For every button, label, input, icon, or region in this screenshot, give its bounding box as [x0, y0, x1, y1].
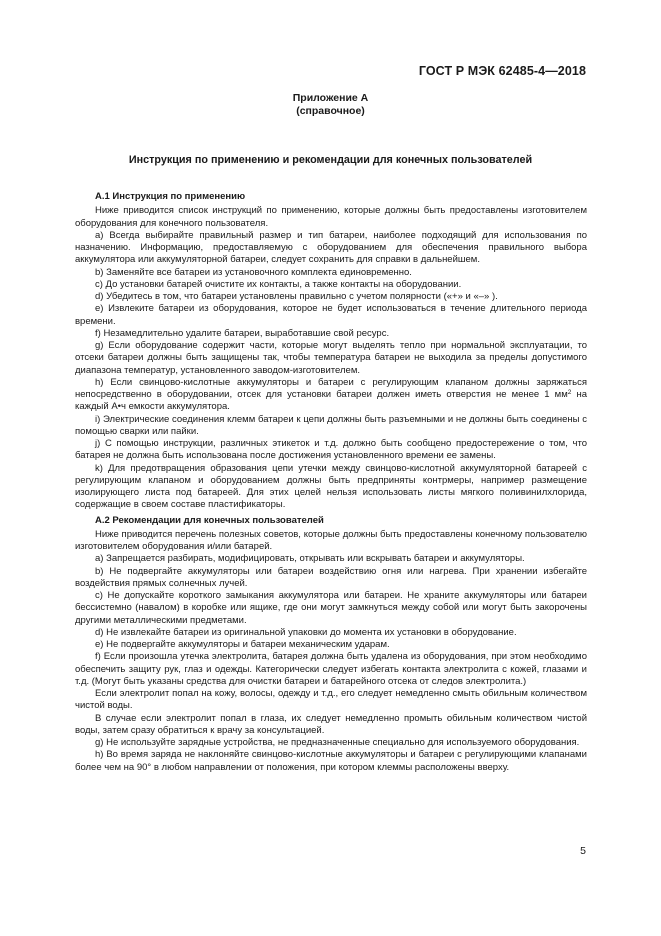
page-number: 5 [580, 845, 586, 857]
paragraph: Если электролит попал на кожу, волосы, одежду и т.д., его следует немедленно смыть обильным количеством чистой воды. [75, 688, 587, 712]
list-item [75, 377, 587, 414]
document-title: Инструкция по применению и рекомендации для конечных пользователей [128, 154, 533, 166]
list-item: g) Не используйте зарядные устройства, не предназначенные специально для используемого оборудования. [95, 737, 580, 748]
list-item: h) Во время заряда не наклоняйте свинцово-кислотные аккумуляторы и батареи с регулирующими клапанами более чем на 90° в любом направлении от положения, при котором клеммы расположены вверху. [75, 749, 587, 773]
list-item: b) Не подвергайте аккумуляторы или батареи воздействию огня или нагрева. При хранении избегайте воздействия прямых солнечных лучей. [75, 565, 587, 589]
annex-title: Приложение А [292, 92, 369, 104]
paragraph: В случае если электролит попал в глаза, их следует немедленно промыть обильным количеством чистой воды, затем сразу обратиться к врачу за консультацией. [75, 712, 587, 736]
standard-code: ГОСТ Р МЭК 62485-4—2018 [418, 64, 586, 78]
list-item: а) Запрещается разбирать, модифицировать, открывать или вскрывать батареи и аккумуляторы. [95, 553, 525, 565]
list-item: е) Не подвергайте аккумуляторы и батареи механическим ударам. [95, 639, 390, 650]
annex-heading [0, 92, 661, 118]
list-item: f) Если произошла утечка электролита, батарея должна быть удалена из оборудования, при этом необходимо обеспечить защиту рук, глаз и одежды. Категорически следует избегать контакта электролита с кожей, глазами и т.д. (Могут быть указаны средства для очистки батареи и батарейного отсека от следов электролита.) [75, 651, 587, 687]
section-heading-a1: А.1 Инструкция по применению [95, 191, 246, 202]
list-item: d) Не извлекайте батареи из оригинальной упаковки до момента их установки в оборудование. [95, 626, 517, 638]
section-heading-a2: А.2 Рекомендации для конечных пользователей [95, 514, 324, 526]
paragraph: Ниже приводится перечень полезных советов, которые должны быть предоставлены конечному пользователю изготовителем оборудования и/или батарей. [75, 528, 587, 552]
list-item: е) Извлеките батареи из оборудования, которое не будет использоваться в течение длительного периода времени. [75, 303, 587, 327]
list-item: j) С помощью инструкции, различных этикеток и т.д. должно быть сообщено предостережение о том, что батарея не должна быть использована после достижения установленного времени ее замены. [75, 438, 587, 462]
list-item: с) Не допускайте короткого замыкания аккумулятора или батареи. Не храните аккумуляторы или батареи бессистемно (навалом) в коробке или ящике, где они могут замкнуться между собой или могут быть закорочены другими металлическими предметами. [75, 590, 587, 626]
list-item: i) Электрические соединения клемм батареи к цепи должны быть разъемными и не должны быть соединены с помощью сварки или пайки. [75, 413, 587, 437]
list-item: а) Всегда выбирайте правильный размер и тип батареи, наиболее подходящий для использования по назначению. Информацию, предоставляемую с оборудованием для обеспечения правильного выбора аккумулятора или аккумуляторной батареи, следует сохранить для справки в дальнейшем. [75, 229, 587, 266]
document-body [75, 191, 587, 774]
list-item: d) Убедитесь в том, что батареи установлены правильно с учетом полярности («+» и «–» ). [95, 291, 498, 302]
list-item-text: на каждый А•ч емкости аккумулятора. [75, 389, 588, 413]
superscript: 2 [567, 389, 572, 396]
list-item: g) Если оборудование содержит части, которые могут выделять тепло при нормальной эксплуатации, то отсеки батареи должны быть защищены так, чтобы температура батареи не выходила за пределы допустимого диапазона температур, установленного заводом-изготовителем. [75, 340, 587, 376]
list-item: с) До установки батарей очистите их контакты, а также контакты на оборудовании. [95, 278, 462, 290]
list-item: b) Заменяйте все батареи из установочного комплекта единовременно. [95, 266, 412, 278]
list-item: f) Незамедлительно удалите батареи, выработавшие свой ресурс. [95, 327, 390, 339]
annex-subtitle: (справочное) [296, 105, 365, 117]
list-item: k) Для предотвращения образования цепи утечки между свинцово-кислотной аккумуляторной батареей с регулирующим клапаном и оборудованием должны быть предприняты контрмеры, например размещение изолирующего листа под батареей. Для этих целей нельзя использовать листы мягкого поливинилхлорида, содержащие в своем составе пластификаторы. [75, 462, 587, 511]
paragraph: Ниже приводится список инструкций по применению, которые должны быть предоставлены изготовителем оборудования для конечного пользователя. [75, 205, 587, 229]
list-item-text: h) Если свинцово-кислотные аккумуляторы и батареи с регулирующим клапаном должны заряжаться непосредственно в оборудовании, отсек для установки батареи должен иметь отверстия не менее 1 мм [75, 376, 587, 400]
